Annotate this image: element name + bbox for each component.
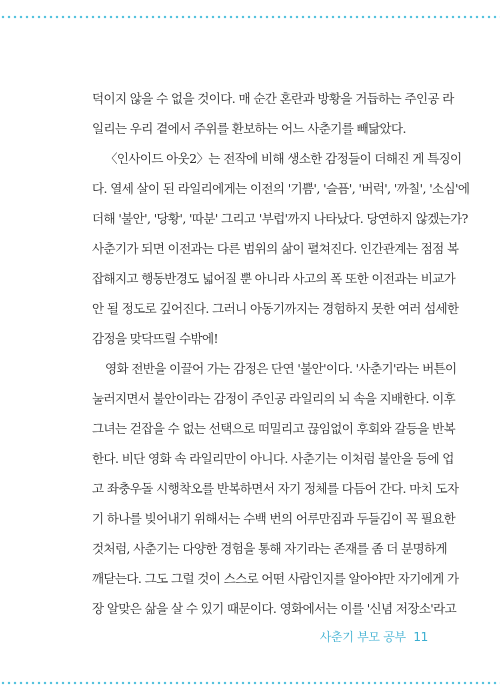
text-line: 깨닫는다. 그도 그럴 것이 스스로 어떤 사람인지를 알아야만 자기에게 가 (92, 571, 459, 586)
text-line: 그녀는 걷잡을 수 없는 선택으로 떠밀리고 끊임없이 후회와 갈등을 반복 (92, 421, 456, 436)
text-line: 다. 열세 살이 된 라일리에게는 이전의 '기쁨', '슬픔', '버럭', '까칠', '소심'에 (92, 181, 470, 196)
text-line: 더해 '불안', '당황', '따분' 그리고 '부럽'까지 나타났다. 당연하지 않겠는가? (92, 211, 468, 226)
text-line: 것처럼, 사춘기는 다양한 경험을 통해 자기라는 존재를 좀 더 분명하게 (92, 541, 448, 556)
text-line: 장 알맞은 삶을 살 수 있기 때문이다. 영화에서는 이를 '신념 저장소'라고 (92, 601, 457, 616)
text-line: 한다. 비단 영화 속 라일리만이 아니다. 사춘기는 이처럼 불안을 등에 업 (92, 451, 454, 466)
text-line: 기 하나를 빚어내기 위해서는 수백 번의 어루만짐과 두들김이 꼭 필요한 (92, 511, 456, 526)
text-line: 감정을 맞닥뜨릴 수밖에! (92, 331, 218, 346)
body-text (92, 84, 470, 624)
bottom-dot-border (0, 680, 500, 686)
page-footer (320, 628, 428, 645)
text-line: 사춘기가 되면 이전과는 다른 범위의 삶이 펼쳐진다. 인간관계는 점점 복 (92, 241, 459, 256)
page-number: 11 (413, 630, 428, 644)
text-line: 눌러지면서 불안이라는 감정이 주인공 라일리의 뇌 속을 지배한다. 이후 (92, 391, 456, 406)
text-line: 잡해지고 행동반경도 넓어질 뿐 아니라 사고의 폭 또한 이전과는 비교가 (92, 271, 456, 286)
text-line: 안 될 정도로 깊어진다. 그러니 아동기까지는 경험하지 못한 여러 섬세한 (92, 301, 459, 316)
top-dot-border (0, 14, 500, 20)
text-line: 고 좌충우돌 시행착오를 반복하면서 자기 정체를 다듬어 간다. 마치 도자 (92, 481, 459, 496)
text-line: 일리는 우리 곁에서 주위를 환보하는 어느 사춘기를 빼닮았다. (92, 121, 406, 136)
paragraph-start-line: 영화 전반을 이끌어 가는 감정은 단연 '불안'이다. '사춘기'라는 버튼이 (105, 361, 457, 376)
paragraph-start-line: 〈인사이드 아웃2〉는 전작에 비해 생소한 감정들이 더해진 게 특징이 (105, 151, 462, 166)
text-line: 덕이지 않을 수 없을 것이다. 매 순간 혼란과 방황을 거듭하는 주인공 라 (92, 91, 454, 106)
book-title: 사춘기 부모 공부 (319, 630, 406, 644)
